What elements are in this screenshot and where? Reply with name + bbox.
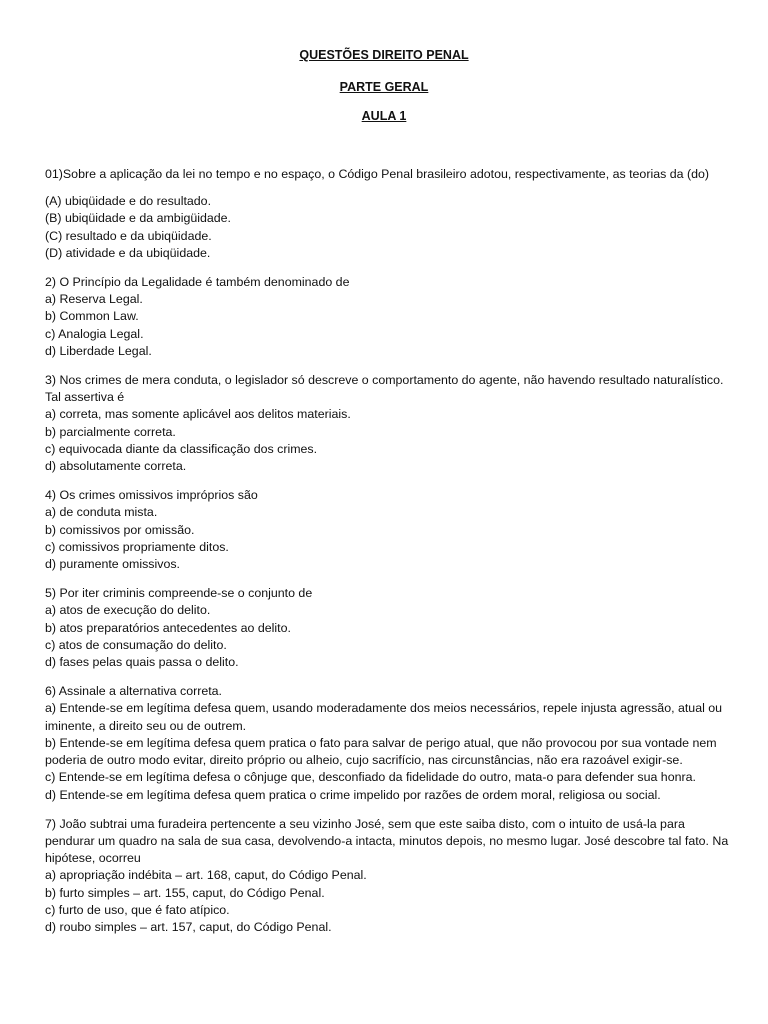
answer-option-c: c) atos de consumação do delito. (45, 637, 227, 652)
question-stem: 7) João subtrai uma furadeira pertencente a seu vizinho José, sem que este saiba disto, com o intuito de usá-la para pendurar um quadro na sala de sua casa, devolvendo-a intacta, minutos depois, no mesmo lugar. José descobre tal fato. Na hipótese, ocorreu (45, 816, 729, 866)
answer-option-b: b) furto simples – art. 155, caput, do Código Penal. (45, 885, 325, 900)
question-4 (45, 487, 735, 573)
question-stem: 3) Nos crimes de mera conduta, o legislador só descreve o comportamento do agente, não havendo resultado naturalístico. Tal assertiva é (45, 373, 724, 405)
answer-option-b: b) atos preparatórios antecedentes ao delito. (45, 620, 291, 635)
questions-list (45, 166, 735, 948)
answer-option-b: b) Common Law. (45, 309, 139, 324)
answer-option-a: a) atos de execução do delito. (45, 603, 211, 618)
answer-option-a: a) apropriação indébita – art. 168, caput, do Código Penal. (45, 868, 367, 883)
question-1 (45, 166, 735, 262)
answer-option-a: a) correta, mas somente aplicável aos delitos materiais. (45, 407, 351, 422)
document-lesson: AULA 1 (361, 109, 407, 123)
answer-option-b: b) comissivos por omissão. (45, 522, 195, 537)
answer-option-c: c) comissivos propriamente ditos. (45, 539, 229, 554)
answer-option-c: c) Analogia Legal. (45, 326, 144, 341)
answer-option-c: (C) resultado e da ubiqüidade. (45, 228, 212, 243)
answer-option-c: c) furto de uso, que é fato atípico. (45, 902, 230, 917)
answer-option-b: b) Entende-se em legítima defesa quem pratica o fato para salvar de perigo atual, que não provocou por sua vontade nem poderia de outro modo evitar, direito próprio ou alheio, cujo sacrifício, nas circunstâncias, não era razoável exigir-se. (45, 735, 717, 768)
question-stem: 6) Assinale a alternativa correta. (45, 684, 223, 699)
answer-option-d: d) fases pelas quais passa o delito. (45, 655, 239, 670)
question-stem: 5) Por iter criminis compreende-se o conjunto de (45, 586, 313, 601)
answer-option-d: d) absolutamente correta. (45, 459, 187, 474)
document-title: QUESTÕES DIREITO PENAL (299, 48, 469, 62)
answer-option-a: (A) ubiqüidade e do resultado. (45, 194, 212, 209)
answer-option-d: d) puramente omissivos. (45, 557, 180, 572)
answer-option-b: (B) ubiqüidade e da ambigüidade. (45, 211, 231, 226)
answer-option-a: a) Entende-se em legítima defesa quem, usando moderadamente dos meios necessários, repele injusta agressão, atual ou iminente, a direito seu ou de outrem. (45, 701, 723, 733)
answer-option-a: a) Reserva Legal. (45, 292, 143, 307)
question-stem: 4) Os crimes omissivos impróprios são (45, 488, 258, 503)
document-part: PARTE GERAL (339, 80, 429, 94)
answer-option-b: b) parcialmente correta. (45, 424, 176, 439)
question-7 (45, 816, 735, 936)
question-2 (45, 274, 735, 360)
answer-option-d: d) roubo simples – art. 157, caput, do Código Penal. (45, 919, 332, 934)
answer-option-d: d) Liberdade Legal. (45, 343, 152, 358)
answer-option-d: (D) atividade e da ubiqüidade. (45, 245, 211, 260)
answer-option-d: d) Entende-se em legítima defesa quem pratica o crime impelido por razões de ordem moral, religiosa ou social. (45, 787, 661, 802)
question-3 (45, 372, 735, 475)
answer-option-c: c) Entende-se em legítima defesa o cônjuge que, desconfiado da fidelidade do outro, mata-o para defender sua honra. (45, 770, 696, 785)
question-5 (45, 585, 735, 671)
answer-option-c: c) equivocada diante da classificação dos crimes. (45, 441, 318, 456)
answer-option-a: a) de conduta mista. (45, 505, 158, 520)
question-stem: 2) O Princípio da Legalidade é também denominado de (45, 275, 350, 290)
question-stem: 01)Sobre a aplicação da lei no tempo e no espaço, o Código Penal brasileiro adotou, respectivamente, as teorias da (do) (45, 167, 709, 181)
question-6 (45, 683, 735, 803)
